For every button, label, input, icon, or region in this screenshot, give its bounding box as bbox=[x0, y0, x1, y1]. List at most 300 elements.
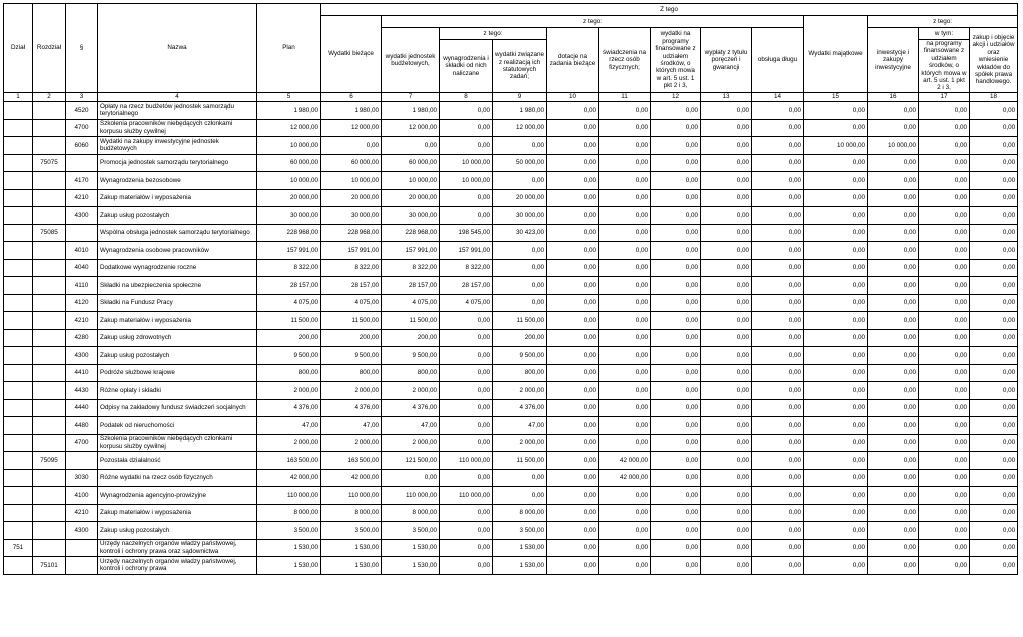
cell-value: 0,00 bbox=[440, 434, 493, 451]
cell-value: 800,00 bbox=[257, 364, 321, 381]
cell-value: 4 376,00 bbox=[493, 399, 547, 416]
cell-rozdzial bbox=[33, 294, 66, 311]
cell-value: 0,00 bbox=[547, 136, 599, 154]
column-number: 17 bbox=[919, 92, 970, 101]
cell-value: 0,00 bbox=[970, 504, 1018, 521]
cell-value: 0,00 bbox=[651, 101, 701, 119]
cell-value: 0,00 bbox=[868, 556, 919, 574]
cell-dzial bbox=[4, 276, 33, 294]
cell-dzial bbox=[4, 119, 33, 136]
table-row bbox=[4, 556, 1018, 574]
cell-value: 163 500,00 bbox=[257, 451, 321, 469]
cell-value: 2 000,00 bbox=[493, 434, 547, 451]
cell-value: 11 500,00 bbox=[257, 311, 321, 329]
cell-value: 0,00 bbox=[547, 346, 599, 364]
cell-rozdzial bbox=[33, 329, 66, 346]
cell-rozdzial bbox=[33, 364, 66, 381]
cell-value: 28 157,00 bbox=[321, 276, 382, 294]
cell-value: 0,00 bbox=[868, 364, 919, 381]
cell-value: 42 000,00 bbox=[599, 469, 651, 486]
cell-value: 200,00 bbox=[321, 329, 382, 346]
cell-paragraf: 4440 bbox=[66, 399, 98, 416]
cell-rozdzial bbox=[33, 171, 66, 189]
cell-value: 3 500,00 bbox=[321, 521, 382, 539]
cell-value: 1 980,00 bbox=[493, 101, 547, 119]
cell-value: 0,00 bbox=[919, 469, 970, 486]
cell-nazwa: Podatek od nieruchomości bbox=[98, 416, 257, 434]
cell-dzial bbox=[4, 136, 33, 154]
cell-value: 0,00 bbox=[701, 486, 752, 504]
column-number: 11 bbox=[599, 92, 651, 101]
cell-value: 9 500,00 bbox=[257, 346, 321, 364]
cell-rozdzial bbox=[33, 381, 66, 399]
table-row bbox=[4, 486, 1018, 504]
cell-value: 0,00 bbox=[440, 381, 493, 399]
cell-rozdzial bbox=[33, 434, 66, 451]
cell-nazwa: Szkolenia pracowników niebędących członkami korpusu służby cywilnej bbox=[98, 434, 257, 451]
cell-value: 30 000,00 bbox=[321, 206, 382, 224]
cell-paragraf: 4300 bbox=[66, 346, 98, 364]
cell-value: 0,00 bbox=[651, 241, 701, 259]
cell-value: 0,00 bbox=[599, 171, 651, 189]
cell-value: 0,00 bbox=[752, 241, 804, 259]
cell-value: 0,00 bbox=[547, 416, 599, 434]
header-wydatki-statutowe: wydatki związane z realizacją ich statutowych zadań; bbox=[493, 40, 547, 93]
cell-value: 0,00 bbox=[599, 154, 651, 171]
table-row bbox=[4, 101, 1018, 119]
cell-value: 110 000,00 bbox=[321, 486, 382, 504]
cell-value: 3 500,00 bbox=[257, 521, 321, 539]
cell-dzial bbox=[4, 259, 33, 276]
cell-paragraf: 4430 bbox=[66, 381, 98, 399]
cell-value: 0,00 bbox=[651, 364, 701, 381]
cell-paragraf: 4210 bbox=[66, 504, 98, 521]
cell-value: 0,00 bbox=[547, 189, 599, 206]
cell-nazwa: Zakup materiałów i wyposażenia bbox=[98, 311, 257, 329]
cell-value: 0,00 bbox=[440, 206, 493, 224]
cell-value: 8 322,00 bbox=[257, 259, 321, 276]
cell-value: 0,00 bbox=[752, 416, 804, 434]
cell-value: 8 000,00 bbox=[321, 504, 382, 521]
cell-value: 0,00 bbox=[651, 469, 701, 486]
cell-value: 0,00 bbox=[970, 329, 1018, 346]
cell-value: 0,00 bbox=[919, 364, 970, 381]
cell-value: 2 000,00 bbox=[321, 381, 382, 399]
cell-value: 800,00 bbox=[493, 364, 547, 381]
cell-paragraf: 6060 bbox=[66, 136, 98, 154]
cell-value: 0,00 bbox=[752, 171, 804, 189]
cell-value: 110 000,00 bbox=[382, 486, 440, 504]
cell-value: 0,00 bbox=[599, 206, 651, 224]
cell-paragraf: 4520 bbox=[66, 101, 98, 119]
cell-value: 0,00 bbox=[804, 521, 868, 539]
cell-value: 0,00 bbox=[701, 154, 752, 171]
cell-value: 47,00 bbox=[257, 416, 321, 434]
cell-value: 0,00 bbox=[547, 556, 599, 574]
cell-value: 228 968,00 bbox=[321, 224, 382, 241]
cell-value: 0,00 bbox=[919, 329, 970, 346]
cell-value: 8 000,00 bbox=[493, 504, 547, 521]
cell-value: 0,00 bbox=[547, 171, 599, 189]
cell-paragraf: 3030 bbox=[66, 469, 98, 486]
cell-value: 110 000,00 bbox=[440, 486, 493, 504]
cell-value: 0,00 bbox=[701, 521, 752, 539]
cell-value: 0,00 bbox=[804, 154, 868, 171]
cell-value: 0,00 bbox=[970, 101, 1018, 119]
column-numbers-row bbox=[4, 92, 1018, 101]
cell-nazwa: Zakup usług pozostałych bbox=[98, 521, 257, 539]
cell-value: 0,00 bbox=[547, 241, 599, 259]
cell-value: 0,00 bbox=[804, 294, 868, 311]
cell-value: 0,00 bbox=[970, 346, 1018, 364]
cell-dzial bbox=[4, 399, 33, 416]
cell-value: 0,00 bbox=[804, 504, 868, 521]
cell-rozdzial bbox=[33, 399, 66, 416]
cell-value: 9 500,00 bbox=[493, 346, 547, 364]
cell-dzial bbox=[4, 329, 33, 346]
cell-value: 0,00 bbox=[970, 259, 1018, 276]
cell-value: 1 530,00 bbox=[382, 539, 440, 556]
cell-value: 0,00 bbox=[970, 556, 1018, 574]
cell-value: 0,00 bbox=[701, 206, 752, 224]
header-plan: Plan bbox=[257, 4, 321, 93]
cell-dzial bbox=[4, 154, 33, 171]
cell-value: 0,00 bbox=[919, 381, 970, 399]
header-nazwa: Nazwa bbox=[98, 4, 257, 93]
cell-nazwa: Zakup usług pozostałych bbox=[98, 206, 257, 224]
cell-value: 20 000,00 bbox=[257, 189, 321, 206]
cell-value: 1 980,00 bbox=[321, 101, 382, 119]
cell-paragraf: 4010 bbox=[66, 241, 98, 259]
cell-value: 200,00 bbox=[493, 329, 547, 346]
cell-value: 9 500,00 bbox=[321, 346, 382, 364]
header-z-tego: Z tego bbox=[321, 4, 1018, 16]
cell-value: 12 000,00 bbox=[257, 119, 321, 136]
cell-value: 4 376,00 bbox=[382, 399, 440, 416]
cell-value: 2 000,00 bbox=[257, 381, 321, 399]
header-dotacje: dotacje na zadania bieżące bbox=[547, 28, 599, 93]
column-number: 13 bbox=[701, 92, 752, 101]
column-number: 6 bbox=[321, 92, 382, 101]
table-row bbox=[4, 189, 1018, 206]
cell-value: 0,00 bbox=[752, 434, 804, 451]
cell-value: 0,00 bbox=[868, 311, 919, 329]
cell-value: 0,00 bbox=[547, 101, 599, 119]
header-w-tym: w tym: bbox=[919, 28, 970, 40]
cell-value: 0,00 bbox=[919, 521, 970, 539]
cell-nazwa: Wynagrodzenia osobowe pracowników bbox=[98, 241, 257, 259]
cell-value: 0,00 bbox=[970, 311, 1018, 329]
table-row bbox=[4, 381, 1018, 399]
cell-value: 0,00 bbox=[868, 241, 919, 259]
cell-value: 1 530,00 bbox=[382, 556, 440, 574]
cell-value: 0,00 bbox=[651, 521, 701, 539]
cell-value: 0,00 bbox=[701, 189, 752, 206]
cell-value: 0,00 bbox=[868, 171, 919, 189]
cell-value: 0,00 bbox=[440, 101, 493, 119]
cell-paragraf: 4700 bbox=[66, 434, 98, 451]
cell-value: 0,00 bbox=[701, 434, 752, 451]
cell-rozdzial: 75095 bbox=[33, 451, 66, 469]
cell-value: 0,00 bbox=[547, 329, 599, 346]
cell-rozdzial bbox=[33, 189, 66, 206]
cell-value: 0,00 bbox=[919, 136, 970, 154]
cell-value: 0,00 bbox=[868, 451, 919, 469]
cell-value: 0,00 bbox=[868, 399, 919, 416]
cell-value: 0,00 bbox=[547, 206, 599, 224]
cell-value: 0,00 bbox=[919, 101, 970, 119]
cell-value: 0,00 bbox=[804, 486, 868, 504]
cell-value: 0,00 bbox=[701, 101, 752, 119]
cell-value: 0,00 bbox=[804, 119, 868, 136]
cell-value: 47,00 bbox=[382, 416, 440, 434]
cell-value: 0,00 bbox=[970, 276, 1018, 294]
cell-value: 0,00 bbox=[804, 399, 868, 416]
column-number: 16 bbox=[868, 92, 919, 101]
header-z-tego-biezace: z tego: bbox=[382, 16, 804, 28]
cell-rozdzial bbox=[33, 136, 66, 154]
cell-paragraf: 4300 bbox=[66, 206, 98, 224]
cell-value: 0,00 bbox=[651, 206, 701, 224]
cell-paragraf bbox=[66, 224, 98, 241]
column-number: 14 bbox=[752, 92, 804, 101]
cell-value: 0,00 bbox=[970, 241, 1018, 259]
cell-value: 0,00 bbox=[804, 364, 868, 381]
cell-value: 0,00 bbox=[651, 329, 701, 346]
cell-value: 0,00 bbox=[804, 101, 868, 119]
cell-nazwa: Zakup materiałów i wyposażenia bbox=[98, 504, 257, 521]
cell-nazwa: Pozostała działalność bbox=[98, 451, 257, 469]
cell-rozdzial bbox=[33, 241, 66, 259]
cell-value: 8 322,00 bbox=[440, 259, 493, 276]
cell-value: 0,00 bbox=[970, 399, 1018, 416]
cell-value: 0,00 bbox=[701, 399, 752, 416]
cell-value: 0,00 bbox=[701, 224, 752, 241]
cell-value: 1 980,00 bbox=[257, 101, 321, 119]
cell-value: 8 000,00 bbox=[257, 504, 321, 521]
column-number: 8 bbox=[440, 92, 493, 101]
cell-value: 0,00 bbox=[804, 416, 868, 434]
cell-value: 1 530,00 bbox=[321, 539, 382, 556]
cell-value: 0,00 bbox=[752, 259, 804, 276]
cell-value: 0,00 bbox=[651, 154, 701, 171]
cell-value: 157 991,00 bbox=[257, 241, 321, 259]
cell-value: 0,00 bbox=[752, 399, 804, 416]
cell-value: 0,00 bbox=[868, 521, 919, 539]
cell-value: 0,00 bbox=[599, 504, 651, 521]
cell-dzial bbox=[4, 189, 33, 206]
cell-value: 0,00 bbox=[651, 189, 701, 206]
cell-value: 0,00 bbox=[970, 189, 1018, 206]
cell-value: 0,00 bbox=[382, 469, 440, 486]
cell-value: 0,00 bbox=[651, 311, 701, 329]
header-inwestycje: inwestycje i zakupy inwestycyjne bbox=[868, 28, 919, 93]
cell-value: 0,00 bbox=[599, 364, 651, 381]
cell-value: 0,00 bbox=[752, 364, 804, 381]
cell-value: 0,00 bbox=[970, 381, 1018, 399]
cell-value: 0,00 bbox=[599, 119, 651, 136]
budget-table-sheet bbox=[3, 3, 1018, 575]
cell-value: 0,00 bbox=[547, 486, 599, 504]
cell-paragraf: 4120 bbox=[66, 294, 98, 311]
cell-value: 0,00 bbox=[919, 416, 970, 434]
cell-value: 8 322,00 bbox=[321, 259, 382, 276]
cell-value: 0,00 bbox=[321, 136, 382, 154]
cell-value: 0,00 bbox=[970, 206, 1018, 224]
cell-paragraf: 4210 bbox=[66, 311, 98, 329]
cell-value: 0,00 bbox=[919, 311, 970, 329]
table-header bbox=[4, 4, 1018, 102]
cell-value: 0,00 bbox=[701, 539, 752, 556]
cell-value: 0,00 bbox=[868, 346, 919, 364]
cell-value: 0,00 bbox=[382, 136, 440, 154]
column-number: 9 bbox=[493, 92, 547, 101]
cell-value: 800,00 bbox=[382, 364, 440, 381]
cell-value: 0,00 bbox=[701, 136, 752, 154]
cell-value: 30 423,00 bbox=[493, 224, 547, 241]
cell-value: 0,00 bbox=[493, 259, 547, 276]
cell-value: 0,00 bbox=[599, 294, 651, 311]
table-row bbox=[4, 311, 1018, 329]
cell-value: 10 000,00 bbox=[321, 171, 382, 189]
cell-value: 10 000,00 bbox=[440, 171, 493, 189]
cell-value: 110 000,00 bbox=[257, 486, 321, 504]
cell-dzial bbox=[4, 171, 33, 189]
cell-value: 0,00 bbox=[970, 539, 1018, 556]
cell-value: 0,00 bbox=[804, 556, 868, 574]
cell-value: 1 530,00 bbox=[321, 556, 382, 574]
cell-value: 0,00 bbox=[599, 136, 651, 154]
cell-value: 163 500,00 bbox=[321, 451, 382, 469]
cell-value: 121 500,00 bbox=[382, 451, 440, 469]
cell-value: 0,00 bbox=[547, 294, 599, 311]
cell-value: 4 075,00 bbox=[257, 294, 321, 311]
cell-value: 0,00 bbox=[701, 259, 752, 276]
cell-value: 0,00 bbox=[970, 469, 1018, 486]
cell-value: 0,00 bbox=[970, 171, 1018, 189]
cell-value: 2 000,00 bbox=[257, 434, 321, 451]
cell-value: 0,00 bbox=[752, 521, 804, 539]
column-number: 10 bbox=[547, 92, 599, 101]
cell-dzial bbox=[4, 294, 33, 311]
cell-value: 4 075,00 bbox=[382, 294, 440, 311]
cell-nazwa: Opłaty na rzecz budżetów jednostek samorządu terytorialnego bbox=[98, 101, 257, 119]
cell-rozdzial bbox=[33, 504, 66, 521]
cell-value: 0,00 bbox=[440, 416, 493, 434]
cell-value: 0,00 bbox=[547, 521, 599, 539]
column-number: 1 bbox=[4, 92, 33, 101]
cell-value: 0,00 bbox=[919, 119, 970, 136]
cell-paragraf: 4170 bbox=[66, 171, 98, 189]
cell-value: 0,00 bbox=[804, 259, 868, 276]
cell-value: 0,00 bbox=[701, 556, 752, 574]
cell-value: 0,00 bbox=[868, 206, 919, 224]
cell-nazwa: Zakup usług zdrowotnych bbox=[98, 329, 257, 346]
cell-value: 0,00 bbox=[599, 101, 651, 119]
cell-value: 0,00 bbox=[651, 486, 701, 504]
cell-value: 0,00 bbox=[651, 556, 701, 574]
header-programy-majatkowe: na programy finansowane z udziałem środków, o których mowa w art. 5 ust. 1 pkt 2 i 3, bbox=[919, 40, 970, 93]
header-obsluga-dlugu: obsługa długu bbox=[752, 28, 804, 93]
cell-value: 0,00 bbox=[868, 119, 919, 136]
cell-value: 0,00 bbox=[752, 189, 804, 206]
cell-nazwa: Składki na Fundusz Pracy bbox=[98, 294, 257, 311]
cell-value: 0,00 bbox=[493, 469, 547, 486]
cell-paragraf: 4280 bbox=[66, 329, 98, 346]
cell-value: 0,00 bbox=[599, 311, 651, 329]
cell-value: 0,00 bbox=[919, 434, 970, 451]
cell-value: 0,00 bbox=[919, 189, 970, 206]
cell-nazwa: Wynagrodzenia bezosobowe bbox=[98, 171, 257, 189]
cell-value: 0,00 bbox=[599, 241, 651, 259]
cell-nazwa: Odpisy na zakładowy fundusz świadczeń socjalnych bbox=[98, 399, 257, 416]
cell-value: 0,00 bbox=[599, 189, 651, 206]
cell-value: 20 000,00 bbox=[382, 189, 440, 206]
cell-paragraf: 4410 bbox=[66, 364, 98, 381]
header-wyplaty: wypłaty z tytułu poręczeń i gwarancji bbox=[701, 28, 752, 93]
cell-value: 0,00 bbox=[547, 451, 599, 469]
cell-value: 110 000,00 bbox=[440, 451, 493, 469]
header-wydatki-majatkowe: Wydatki majątkowe bbox=[804, 16, 868, 93]
cell-value: 0,00 bbox=[804, 206, 868, 224]
cell-value: 0,00 bbox=[701, 504, 752, 521]
cell-value: 0,00 bbox=[651, 539, 701, 556]
cell-value: 228 968,00 bbox=[257, 224, 321, 241]
cell-value: 0,00 bbox=[752, 311, 804, 329]
column-number: 18 bbox=[970, 92, 1018, 101]
column-number: 7 bbox=[382, 92, 440, 101]
cell-value: 0,00 bbox=[868, 469, 919, 486]
cell-value: 0,00 bbox=[919, 556, 970, 574]
header-wydatki-jednostek: wydatki jednostek budżetowych, bbox=[382, 28, 440, 93]
cell-paragraf: 4700 bbox=[66, 119, 98, 136]
cell-paragraf: 4480 bbox=[66, 416, 98, 434]
cell-value: 0,00 bbox=[440, 399, 493, 416]
cell-value: 0,00 bbox=[919, 259, 970, 276]
header-akcje: zakup i objęcie akcji i udziałów oraz wniesienie wkładów do spółek prawa handlowego. bbox=[970, 28, 1018, 93]
table-row bbox=[4, 259, 1018, 276]
cell-value: 0,00 bbox=[599, 346, 651, 364]
cell-dzial bbox=[4, 241, 33, 259]
cell-dzial bbox=[4, 416, 33, 434]
cell-nazwa: Podróże służbowe krajowe bbox=[98, 364, 257, 381]
cell-value: 0,00 bbox=[493, 241, 547, 259]
cell-dzial bbox=[4, 486, 33, 504]
cell-rozdzial bbox=[33, 521, 66, 539]
cell-value: 28 157,00 bbox=[382, 276, 440, 294]
cell-value: 0,00 bbox=[599, 521, 651, 539]
cell-value: 157 991,00 bbox=[321, 241, 382, 259]
cell-nazwa: Promocja jednostek samorządu terytorialnego bbox=[98, 154, 257, 171]
cell-value: 1 530,00 bbox=[257, 539, 321, 556]
table-row bbox=[4, 171, 1018, 189]
cell-value: 0,00 bbox=[599, 416, 651, 434]
cell-value: 0,00 bbox=[752, 539, 804, 556]
table-row bbox=[4, 416, 1018, 434]
cell-value: 0,00 bbox=[599, 381, 651, 399]
cell-value: 0,00 bbox=[919, 539, 970, 556]
table-row bbox=[4, 329, 1018, 346]
cell-dzial bbox=[4, 364, 33, 381]
cell-value: 0,00 bbox=[970, 119, 1018, 136]
cell-value: 3 500,00 bbox=[493, 521, 547, 539]
table-row bbox=[4, 294, 1018, 311]
cell-value: 0,00 bbox=[752, 469, 804, 486]
cell-value: 4 376,00 bbox=[257, 399, 321, 416]
cell-value: 11 500,00 bbox=[382, 311, 440, 329]
cell-value: 0,00 bbox=[651, 259, 701, 276]
cell-value: 0,00 bbox=[547, 276, 599, 294]
